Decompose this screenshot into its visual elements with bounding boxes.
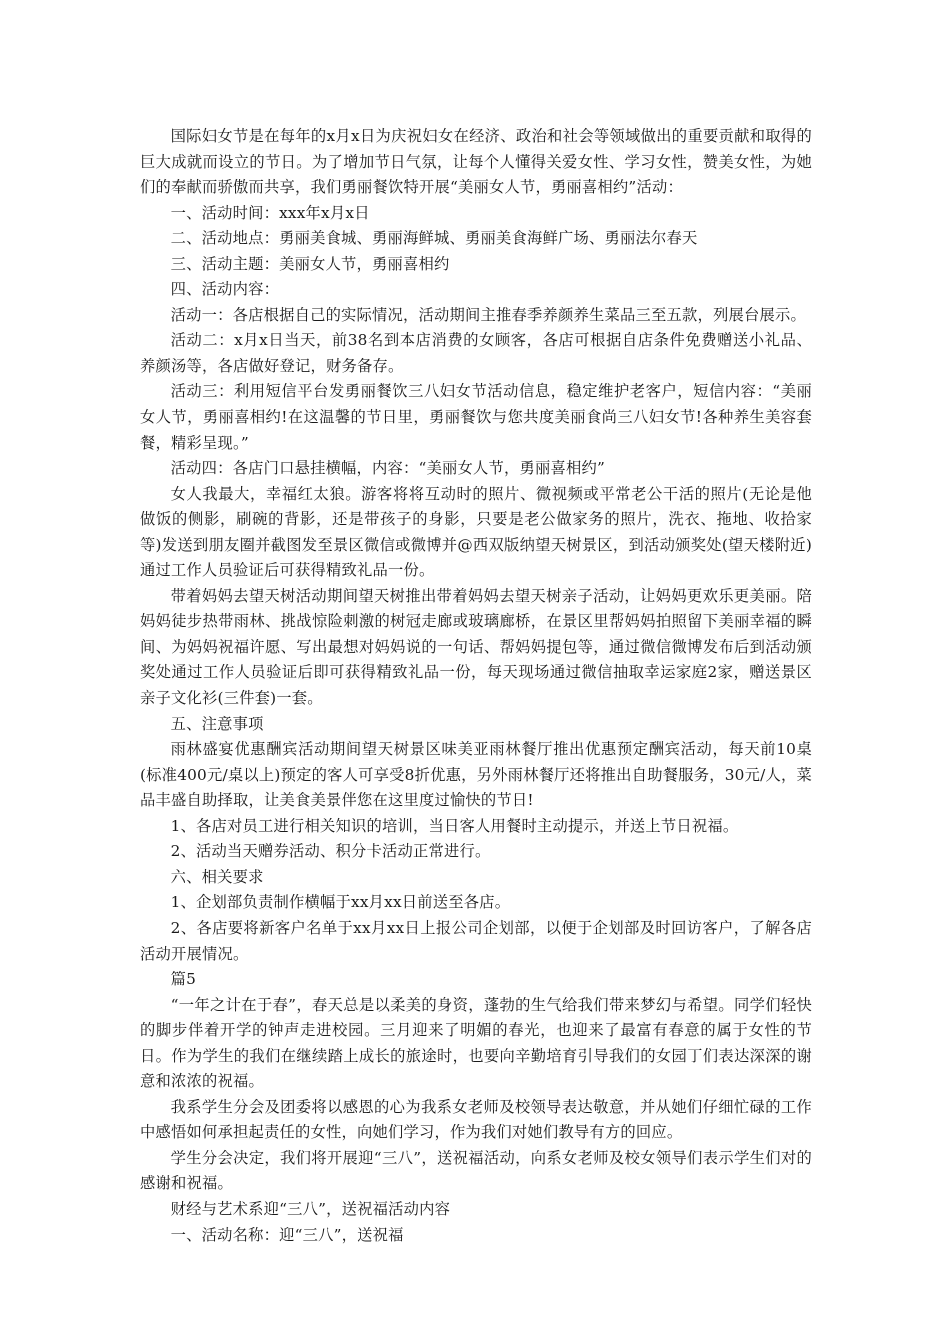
paragraph-intro: 国际妇女节是在每年的x月x日为庆祝妇女在经济、政治和社会等领域做出的重要贡献和取得的巨大成就而设立的节日。为了增加节日气氛，让每个人懂得关爱女性、学习女性，赞美女性，为她们的奉献而骄傲而共享，我们勇丽餐饮特开展“美丽女人节，勇丽喜相约”活动：: [140, 127, 812, 197]
paragraph-requirement-one: 1、企划部负责制作横幅于xx月xx日前送至各店。: [170, 893, 511, 912]
paragraph-activity-two: 活动二：x月x日当天，前38名到本店消费的女顾客，各店可根据自店条件免费赠送小礼品、养颜汤等，各店做好登记，财务备存。: [140, 331, 812, 375]
paragraph-activity-time: 一、活动时间：xxx年x月x日: [170, 203, 370, 222]
paragraph-student-union: 我系学生分会及团委将以感恩的心为我系女老师及校领导表达敬意，并从她们仔细忙碌的工作中感悟如何承担起责任的女性，向她们学习，作为我们对她们教导有方的回应。: [140, 1097, 812, 1142]
paragraph-mother-activity: 带着妈妈去望天树活动期间望天树推出带着妈妈去望天树亲子活动，让妈妈更欢乐更美丽。陪妈妈徒步热带雨林、挑战惊险刺激的树冠走廊或玻璃廊桥，在景区里帮妈妈拍照留下美丽幸福的瞬间、为妈妈祝福许愿、写出最想对妈妈说的一句话、帮妈妈提包等，通过微信微博发布后到活动颁奖处通过工作人员验证后即可获得精致礼品一份，每天现场通过微信抽取幸运家庭2家，赠送景区亲子文化衫(三件套)一套。: [140, 586, 812, 708]
paragraph-note-two: 2、活动当天赠券活动、积分卡活动正常进行。: [170, 842, 491, 861]
paragraph-activity-theme: 三、活动主题：美丽女人节，勇丽喜相约: [170, 254, 450, 273]
paragraph-section-five-title: 篇5: [170, 970, 197, 989]
paragraph-activity-one: 活动一：各店根据自己的实际情况，活动期间主推春季养颜养生菜品三至五款，列展台展示。: [170, 305, 806, 324]
paragraph-activity-four: 活动四：各店门口悬挂横幅，内容：“美丽女人节，勇丽喜相约”: [170, 459, 606, 478]
paragraph-photo-activity: 女人我最大，幸福红太狼。游客将将互动时的照片、微视频或平常老公干活的照片(无论是他做饭的侧影，刷碗的背影，还是带孩子的身影，只要是老公做家务的照片，洗衣、拖地、收拾家等)发送到朋友圈并截图发至景区微信或微博并@西双版纳望天树景区，到活动颁奖处(望天楼附近)通过工作人员验证后可获得精致礼品一份。: [140, 484, 812, 580]
paragraph-spring-intro: “一年之计在于春”，春天总是以柔美的身资，蓬勃的生气给我们带来梦幻与希望。同学们轻快的脚步伴着开学的钟声走进校园。三月迎来了明媚的春光，也迎来了最富有春意的属于女性的节日。作为学生的我们在继续踏上成长的旅途时，也要向辛勤培育引导我们的女园丁们表达深深的谢意和浓浓的祝福。: [140, 995, 812, 1091]
paragraph-requirements-heading: 六、相关要求: [170, 867, 264, 886]
paragraph-requirement-two: 2、各店要将新客户名单于xx月xx日上报公司企划部，以便于企划部及时回访客户，了解各店活动开展情况。: [140, 918, 812, 963]
paragraph-note-one: 1、各店对员工进行相关知识的培训，当日客人用餐时主动提示，并送上节日祝福。: [170, 816, 739, 835]
paragraph-activity-location: 二、活动地点：勇丽美食城、勇丽海鲜城、勇丽美食海鲜广场、勇丽法尔春天: [170, 229, 698, 248]
paragraph-decision: 学生分会决定，我们将开展迎“三八”，送祝福活动，向系女老师及校女领导们表示学生们对的感谢和祝福。: [140, 1148, 812, 1193]
document-body: [140, 124, 812, 1248]
paragraph-content-title: 财经与艺术系迎“三八”，送祝福活动内容: [170, 1199, 451, 1218]
paragraph-rainforest-feast: 雨林盛宴优惠酬宾活动期间望天树景区味美亚雨林餐厅推出优惠预定酬宾活动，每天前10桌(标准400元/桌以上)预定的客人可享受8折优惠，另外雨林餐厅还将推出自助餐服务，30元/人，菜品丰盛自助择取，让美食美景伴您在这里度过愉快的节日!: [140, 740, 812, 810]
paragraph-notes-heading: 五、注意事项: [170, 714, 264, 733]
paragraph-activity-content-heading: 四、活动内容：: [170, 280, 280, 299]
paragraph-activity-name: 一、活动名称：迎“三八”，送祝福: [170, 1225, 404, 1244]
paragraph-activity-three: 活动三：利用短信平台发勇丽餐饮三八妇女节活动信息，稳定维护老客户，短信内容：“美丽女人节，勇丽喜相约!在这温馨的节日里，勇丽餐饮与您共度美丽食尚三八妇女节!各种养生美容套餐，精彩呈现。”: [140, 382, 812, 452]
